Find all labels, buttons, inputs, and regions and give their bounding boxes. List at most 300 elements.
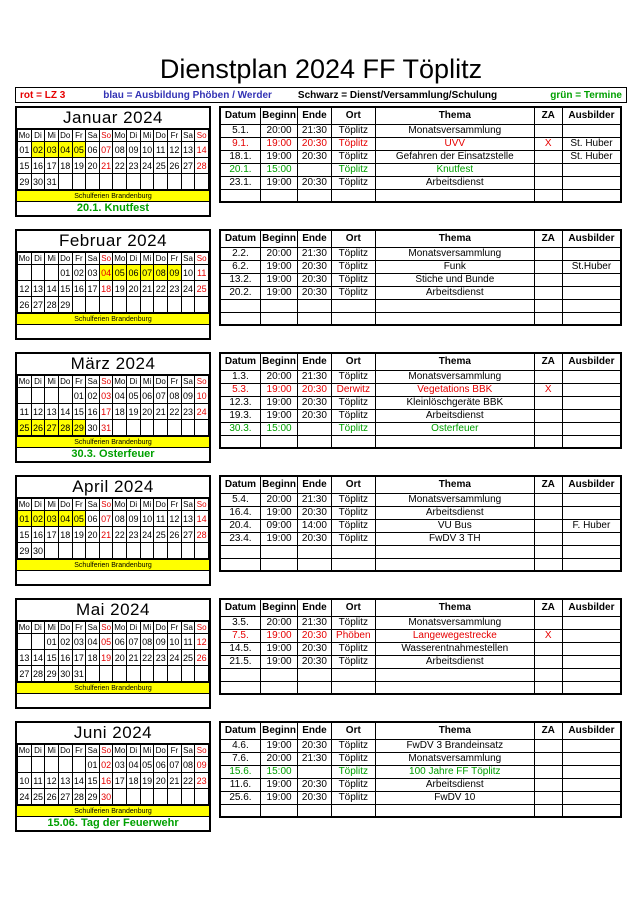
duty-cell (534, 506, 562, 519)
duty-cell (534, 176, 562, 189)
duty-cell (260, 558, 297, 571)
duty-cell (220, 545, 260, 558)
weekday-label: Sa (87, 254, 98, 263)
duty-table-maerz (219, 352, 622, 449)
calendar-week-row (18, 281, 209, 297)
weekday-row (18, 745, 209, 757)
duty-cell: 16.4. (220, 506, 260, 519)
calendar-day: 05 (140, 757, 154, 773)
duty-header-ende: Ende (298, 230, 331, 247)
weekday-label: Mi (140, 253, 154, 265)
weekday-label: Sa (87, 131, 98, 140)
calendar-day: 17 (45, 158, 59, 174)
weekday-label: Mi (140, 745, 154, 757)
calendar-day (99, 174, 113, 190)
calendar-day: 05 (113, 265, 127, 281)
calendar-day: 11 (154, 142, 168, 158)
weekday-label: So (196, 254, 207, 263)
calendar-day: 14 (45, 281, 59, 297)
duty-cell: 3.5. (220, 616, 260, 629)
calendar-day: 12 (18, 281, 32, 297)
duty-row (220, 396, 621, 409)
duty-cell: 30.3. (220, 422, 260, 435)
weekday-label: Mo (114, 500, 126, 509)
calendar-day: 14 (195, 142, 209, 158)
duty-cell: 5.3. (220, 383, 260, 396)
duty-cell (534, 299, 562, 312)
calendar-day (154, 789, 168, 805)
duty-cell (376, 558, 535, 571)
duty-cell (534, 532, 562, 545)
duty-cell (376, 435, 535, 448)
duty-cell (562, 312, 621, 325)
duty-cell: 15:00 (260, 163, 297, 176)
calendar-day: 20 (127, 281, 141, 297)
calendar-day: 05 (72, 142, 86, 158)
calendar-day: 22 (113, 527, 127, 543)
calendar-day: 26 (18, 297, 32, 313)
duty-row (220, 286, 621, 299)
calendar-day (127, 297, 141, 313)
calendar-month-title: April 2024 (17, 477, 209, 498)
page-title: Dienstplan 2024 FF Töplitz (159, 54, 483, 84)
duty-cell (298, 804, 331, 817)
calendar-day: 24 (140, 158, 154, 174)
duty-cell: 20:30 (298, 260, 331, 273)
weekday-label: So (101, 623, 112, 632)
duty-header-beginn: Beginn (260, 353, 297, 370)
calendar-week-row (18, 634, 209, 650)
duty-header-ende: Ende (298, 476, 331, 493)
duty-cell: 20:30 (298, 532, 331, 545)
calendar-day (58, 543, 72, 559)
duty-table-mai (219, 598, 622, 695)
duty-cell: Töplitz (331, 493, 375, 506)
duty-table-januar (219, 106, 622, 203)
weekday-label: Mo (18, 131, 30, 140)
duty-cell: 19:00 (260, 506, 297, 519)
duty-cell: 19:00 (260, 778, 297, 791)
duty-cell (534, 312, 562, 325)
duty-cell (220, 189, 260, 202)
weekday-label: Fr (168, 253, 182, 265)
calendar-day: 03 (99, 388, 113, 404)
duty-header-ort: Ort (331, 599, 375, 616)
duty-cell: 20:30 (298, 137, 331, 150)
duty-cell (298, 163, 331, 176)
weekday-label: Fr (168, 745, 182, 757)
calendar-day: 25 (195, 281, 209, 297)
duty-cell: Knutfest (376, 163, 535, 176)
weekday-label: Di (127, 622, 141, 634)
calendar-day (99, 543, 113, 559)
duty-cell: Monatsversammlung (376, 247, 535, 260)
duty-cell: Töplitz (331, 655, 375, 668)
duty-cell (562, 286, 621, 299)
calendar-day: 24 (168, 650, 182, 666)
duty-cell (562, 422, 621, 435)
calendar-day: 19 (99, 650, 113, 666)
calendar-day (140, 420, 154, 436)
calendar-day: 26 (45, 789, 59, 805)
duty-cell: 20:30 (298, 396, 331, 409)
duty-row (220, 299, 621, 312)
calendar-grid (17, 498, 209, 559)
duty-cell (562, 629, 621, 642)
duty-cell: Kleinlöschgeräte BBK (376, 396, 535, 409)
duty-cell: Töplitz (331, 791, 375, 804)
calendar-day: 21 (154, 404, 168, 420)
calendar-day (72, 174, 86, 190)
calendar-day: 25 (31, 789, 45, 805)
calendar-day: 08 (154, 265, 168, 281)
duty-cell (220, 804, 260, 817)
duty-cell (376, 312, 535, 325)
duty-cell (534, 668, 562, 681)
duty-cell: Arbeitsdienst (376, 286, 535, 299)
duty-header-beginn: Beginn (260, 599, 297, 616)
duty-cell: Töplitz (331, 150, 375, 163)
calendar-day: 13 (58, 773, 72, 789)
duty-cell: 21.5. (220, 655, 260, 668)
duty-cell (562, 668, 621, 681)
duty-cell: Osterfeuer (376, 422, 535, 435)
weekday-label: Di (31, 622, 45, 634)
duty-cell (331, 189, 375, 202)
duty-row (220, 273, 621, 286)
weekday-label: So (101, 377, 112, 386)
calendar-day: 11 (18, 404, 32, 420)
duty-header-beginn: Beginn (260, 107, 297, 124)
duty-cell: Töplitz (331, 260, 375, 273)
calendar-week-row (18, 757, 209, 773)
duty-table-juni (219, 721, 622, 818)
duty-header-ort: Ort (331, 722, 375, 739)
calendar-day: 19 (72, 158, 86, 174)
duty-cell (534, 804, 562, 817)
duty-row (220, 791, 621, 804)
duty-cell (562, 247, 621, 260)
calendar-day: 01 (58, 265, 72, 281)
calendar-day: 14 (195, 511, 209, 527)
duty-cell (562, 558, 621, 571)
duty-cell (534, 150, 562, 163)
calendar-day (140, 666, 154, 682)
calendar-day: 19 (140, 773, 154, 789)
calendar-day: 07 (154, 388, 168, 404)
duty-row (220, 312, 621, 325)
duty-header-ausbilder: Ausbilder (562, 599, 621, 616)
calendar-day (113, 543, 127, 559)
legend-blau: blau = Ausbildung Phöben / Werder (103, 89, 272, 101)
duty-cell (376, 668, 535, 681)
calendar-day (18, 265, 32, 281)
duty-cell: Stiche und Bunde (376, 273, 535, 286)
legend-bar (15, 87, 627, 103)
calendar-day: 06 (154, 757, 168, 773)
duty-header-za: ZA (534, 107, 562, 124)
weekday-label: Fr (168, 622, 182, 634)
calendar-day: 02 (86, 388, 100, 404)
legend-gruen: grün = Termine (550, 89, 622, 101)
duty-cell (220, 668, 260, 681)
schulferien-bar: Schulferien Brandenburg (17, 559, 209, 571)
duty-header-ausbilder: Ausbilder (562, 353, 621, 370)
duty-cell (220, 681, 260, 694)
duty-cell: 20:30 (298, 506, 331, 519)
duty-cell (562, 545, 621, 558)
calendar-day (31, 265, 45, 281)
weekday-label: Mo (114, 746, 126, 755)
duty-row (220, 739, 621, 752)
calendar-day: 06 (127, 265, 141, 281)
calendar-day (86, 297, 100, 313)
calendar-day (181, 297, 195, 313)
calendar-day: 01 (18, 142, 32, 158)
weekday-label: Fr (72, 376, 86, 388)
duty-cell (298, 558, 331, 571)
calendar-day: 12 (195, 634, 209, 650)
duty-cell: Töplitz (331, 176, 375, 189)
calendar-grid (17, 621, 209, 682)
calendar-grid (17, 744, 209, 805)
calendar-day: 22 (168, 404, 182, 420)
weekday-label: Di (127, 130, 141, 142)
duty-cell (562, 765, 621, 778)
duty-cell: Töplitz (331, 506, 375, 519)
duty-cell: 19:00 (260, 655, 297, 668)
calendar-day (113, 174, 127, 190)
weekday-label: Do (155, 254, 166, 263)
schulferien-bar: Schulferien Brandenburg (17, 805, 209, 817)
duty-row (220, 247, 621, 260)
calendar-day: 25 (18, 420, 32, 436)
weekday-label: Di (127, 499, 141, 511)
weekday-label: Mi (45, 253, 59, 265)
duty-cell: 20:00 (260, 752, 297, 765)
duty-cell: St. Huber (562, 137, 621, 150)
duty-cell: 4.6. (220, 739, 260, 752)
calendar-day: 01 (86, 757, 100, 773)
calendar-day: 27 (181, 158, 195, 174)
calendar-day: 06 (113, 634, 127, 650)
duty-cell (260, 299, 297, 312)
duty-header-ende: Ende (298, 353, 331, 370)
calendar-day (195, 666, 209, 682)
calendar-day: 11 (154, 511, 168, 527)
calendar-day: 05 (127, 388, 141, 404)
weekday-label: Mo (114, 377, 126, 386)
duty-cell: Vegetations BBK (376, 383, 535, 396)
duty-cell (534, 642, 562, 655)
calendar-day (113, 420, 127, 436)
schulferien-bar: Schulferien Brandenburg (17, 436, 209, 448)
duty-row (220, 629, 621, 642)
calendar-day (127, 666, 141, 682)
duty-cell: Langewegestrecke (376, 629, 535, 642)
duty-cell: 15.6. (220, 765, 260, 778)
duty-cell: 2.2. (220, 247, 260, 260)
calendar-day: 02 (58, 634, 72, 650)
duty-cell: Phöben (331, 629, 375, 642)
calendar-day: 25 (181, 650, 195, 666)
calendar-day: 17 (99, 404, 113, 420)
calendar-juni (15, 721, 211, 832)
calendar-day (140, 174, 154, 190)
duty-cell (376, 681, 535, 694)
duty-cell (376, 189, 535, 202)
calendar-day (18, 388, 32, 404)
calendar-februar (15, 229, 211, 340)
weekday-label: Sa (183, 746, 193, 755)
duty-cell (376, 299, 535, 312)
duty-cell (562, 778, 621, 791)
calendar-day (58, 174, 72, 190)
calendar-day: 13 (31, 281, 45, 297)
duty-header-ausbilder: Ausbilder (562, 107, 621, 124)
duty-cell: 25.6. (220, 791, 260, 804)
calendar-day: 27 (18, 666, 32, 682)
duty-cell (562, 616, 621, 629)
calendar-day (181, 543, 195, 559)
weekday-label: Do (60, 254, 71, 263)
duty-cell (331, 545, 375, 558)
calendar-day: 23 (127, 527, 141, 543)
duty-row (220, 616, 621, 629)
calendar-day (31, 757, 45, 773)
weekday-label: Fr (72, 253, 86, 265)
duty-header-row (220, 107, 621, 124)
calendar-day (127, 543, 141, 559)
calendar-day (72, 757, 86, 773)
calendar-day: 02 (31, 511, 45, 527)
weekday-label: Fr (72, 130, 86, 142)
duty-cell: 23.4. (220, 532, 260, 545)
calendar-grid (17, 129, 209, 190)
duty-header-ende: Ende (298, 599, 331, 616)
calendar-day (45, 388, 59, 404)
duty-cell (534, 519, 562, 532)
duty-cell: 09:00 (260, 519, 297, 532)
duty-cell: Töplitz (331, 247, 375, 260)
calendar-day: 20 (113, 650, 127, 666)
duty-cell (220, 435, 260, 448)
duty-cell (534, 286, 562, 299)
calendar-day: 06 (86, 142, 100, 158)
duty-cell: 20:00 (260, 370, 297, 383)
duty-header-row (220, 353, 621, 370)
weekday-label: Do (60, 746, 71, 755)
calendar-week-row (18, 511, 209, 527)
calendar-day: 10 (168, 634, 182, 650)
duty-row (220, 383, 621, 396)
calendar-day: 26 (168, 158, 182, 174)
month-section-juni (15, 721, 627, 832)
weekday-label: Sa (183, 377, 193, 386)
calendar-day: 07 (140, 265, 154, 281)
calendar-day: 29 (18, 543, 32, 559)
duty-cell (534, 752, 562, 765)
duty-header-datum: Datum (220, 722, 260, 739)
weekday-label: Di (31, 499, 45, 511)
calendar-day: 13 (45, 404, 59, 420)
duty-cell (534, 189, 562, 202)
duty-cell: 20:30 (298, 176, 331, 189)
calendar-day (45, 757, 59, 773)
duty-row (220, 422, 621, 435)
calendar-day: 15 (45, 650, 59, 666)
duty-cell: 20:30 (298, 273, 331, 286)
duty-cell: UVV (376, 137, 535, 150)
weekday-row (18, 376, 209, 388)
duty-cell (534, 681, 562, 694)
calendar-day: 20 (140, 404, 154, 420)
calendar-januar (15, 106, 211, 217)
calendar-day: 06 (86, 511, 100, 527)
calendar-day (168, 297, 182, 313)
weekday-label: Fr (168, 130, 182, 142)
calendar-day: 14 (72, 773, 86, 789)
calendar-day: 16 (86, 404, 100, 420)
month-section-maerz (15, 352, 627, 463)
duty-cell (298, 312, 331, 325)
calendar-day: 23 (181, 404, 195, 420)
duty-header-beginn: Beginn (260, 722, 297, 739)
weekday-label: Mo (18, 500, 30, 509)
calendar-day (154, 543, 168, 559)
duty-cell: 20:00 (260, 493, 297, 506)
duty-cell: 18.1. (220, 150, 260, 163)
weekday-row (18, 253, 209, 265)
weekday-label: Sa (183, 131, 193, 140)
calendar-day: 17 (45, 527, 59, 543)
duty-cell (534, 616, 562, 629)
duty-cell (534, 545, 562, 558)
calendar-day: 01 (18, 511, 32, 527)
calendar-day: 31 (72, 666, 86, 682)
duty-header-row (220, 476, 621, 493)
duty-cell (298, 765, 331, 778)
weekday-label: Mo (18, 623, 30, 632)
calendar-day: 18 (127, 773, 141, 789)
duty-cell: 7.5. (220, 629, 260, 642)
calendar-month-title: Februar 2024 (17, 231, 209, 252)
duty-cell: FwDV 10 (376, 791, 535, 804)
calendar-day: 20 (154, 773, 168, 789)
duty-cell: 19:00 (260, 629, 297, 642)
duty-header-ende: Ende (298, 107, 331, 124)
weekday-label: Fr (72, 745, 86, 757)
duty-cell (562, 791, 621, 804)
calendar-week-row (18, 773, 209, 789)
weekday-row (18, 622, 209, 634)
duty-cell (298, 422, 331, 435)
duty-cell: 6.2. (220, 260, 260, 273)
calendar-day (168, 543, 182, 559)
calendar-day: 15 (86, 773, 100, 789)
weekday-label: So (101, 131, 112, 140)
duty-row (220, 409, 621, 422)
calendar-day: 09 (154, 634, 168, 650)
duty-cell: Töplitz (331, 642, 375, 655)
duty-cell: FwDV 3 Brandeinsatz (376, 739, 535, 752)
weekday-label: Fr (72, 622, 86, 634)
duty-cell: 19:00 (260, 396, 297, 409)
duty-cell: 21:30 (298, 493, 331, 506)
calendar-day: 17 (113, 773, 127, 789)
calendar-day: 09 (127, 142, 141, 158)
weekday-label: Mi (45, 745, 59, 757)
